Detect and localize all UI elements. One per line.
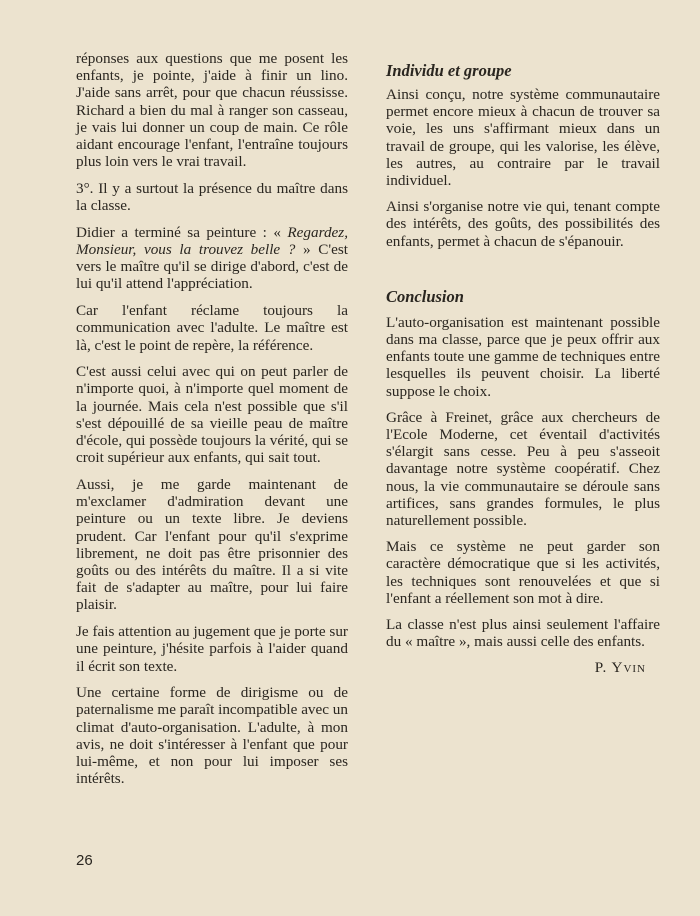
paragraph: Une certaine forme de dirigisme ou de paternalisme me paraît incompatible avec un climat d'auto-organisation. L'adulte, à mon avis, ne doit s'intéresser à l'enfant que pour lui-même, et non pour lui imposer ses intérêts. bbox=[76, 684, 348, 788]
right-column bbox=[386, 62, 660, 677]
paragraph: La classe n'est plus ainsi seulement l'affaire du « maître », mais aussi celle des enfants. bbox=[386, 616, 660, 651]
paragraph: Car l'enfant réclame toujours la communication avec l'adulte. Le maître est là, c'est le point de repère, la référence. bbox=[76, 302, 348, 354]
paragraph: Je fais attention au jugement que je porte sur une peinture, j'hésite parfois à l'aider quand il écrit son texte. bbox=[76, 623, 348, 675]
author-signature: P. Yvin bbox=[594, 659, 646, 677]
paragraph: Ainsi conçu, notre système communautaire permet encore mieux à chacun de trouver sa voie, les uns s'affirmant mieux dans un travail de groupe, qui les valorise, les élève, les autres, au contraire par le travail individuel. bbox=[386, 86, 660, 190]
paragraph: L'auto-organisation est maintenant possible dans ma classe, parce que je peux offrir aux enfants toute une gamme de techniques entre lesquelles ils peuvent choisir. La liberté suppose le choix. bbox=[386, 313, 660, 400]
section-heading-conclusion: Conclusion bbox=[386, 286, 464, 306]
quote-tail: » C'est vers le maître qu'il se dirige d'abord, c'est de lui qu'il attend l'appréciation. bbox=[76, 241, 348, 293]
paragraph-with-quote bbox=[76, 224, 348, 293]
paragraph: C'est aussi celui avec qui on peut parler de n'importe quoi, à n'importe quel moment de la journée. Mais cela n'est possible que s'il s'est dépouillé de sa vieille peau de maître d'école, qui possède toujours la vérité, qui se croit supérieur aux enfants, qui sait tout. bbox=[76, 363, 348, 467]
paragraph: réponses aux questions que me posent les enfants, je pointe, j'aide à finir un lino. J'aide sans arrêt, pour que chacun réussisse. Richard a bien du mal à ranger son casseau, je vais lui donner un coup de main. Ce rôle aidant encourage l'enfant, l'entraîne toujours plus loin vers le vrai travail. bbox=[76, 50, 348, 171]
paragraph: Ainsi s'organise notre vie qui, tenant compte des intérêts, des goûts, des possibilités des enfants, permet à chacun de s'épanouir. bbox=[386, 198, 660, 250]
paragraph: Mais ce système ne peut garder son caractère démocratique que si les activités, les techniques sont renouvelées et que si l'enfant a réellement son mot à dire. bbox=[386, 538, 660, 607]
left-column bbox=[76, 50, 348, 797]
paragraph: 3°. Il y a surtout la présence du maître dans la classe. bbox=[76, 179, 348, 215]
section-heading-individu: Individu et groupe bbox=[386, 61, 512, 80]
quoted-speech: Regardez, Monsieur, vous la trouvez belle ? bbox=[76, 223, 348, 259]
page-number: 26 bbox=[76, 852, 93, 869]
paragraph: Aussi, je me garde maintenant de m'exclamer d'admiration devant une peinture ou un texte libre. Je deviens prudent. Car l'enfant pour qu'il s'exprime librement, ne doit pas être prisonnier des goûts ou des intérêts du maître. Il a si vite fait de s'adapter au maître, pour lui faire plaisir. bbox=[76, 475, 348, 614]
quote-lead: Didier a terminé sa peinture : « bbox=[76, 223, 288, 241]
paragraph: Grâce à Freinet, grâce aux chercheurs de l'Ecole Moderne, cet éventail d'activités s'élargit sans cesse. Peu à peu s'asseoit davantage notre système coopératif. Chez nous, la vie communautaire se déroule sans artifices, sans grandes formules, le plus naturellement possible. bbox=[386, 408, 660, 530]
